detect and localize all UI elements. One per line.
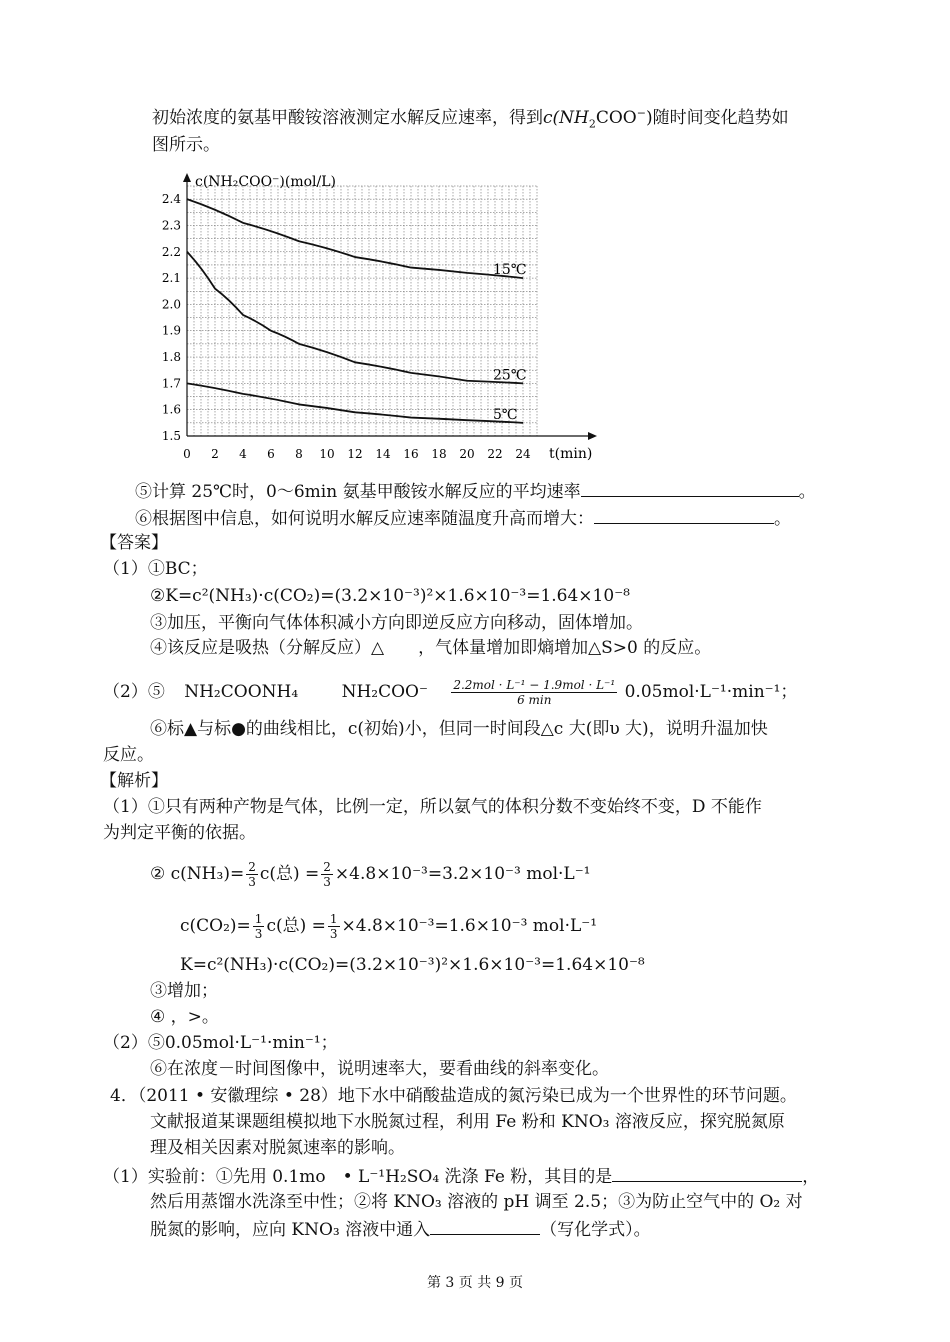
answer-blank-6[interactable]: [594, 505, 774, 524]
x-tick-label: 8: [295, 447, 303, 461]
analysis-2-6: ⑥在浓度－时间图像中，说明速率大，要看曲线的斜率变化。: [150, 1059, 609, 1079]
rate-fraction: $\frac{\text{2.2mol · L⁻¹ − 1.9mol · L⁻¹}}{6 \min}$: [453, 678, 616, 707]
question-5: ⑤计算 25℃时，0～6min 氨基甲酸铵水解反应的平均速率 。: [135, 478, 816, 504]
y-tick-label: 2.4: [161, 192, 181, 207]
intro-line-1: 初始浓度的氨基甲酸铵溶液测定水解反应速率，得到$c(NH_2COO^-)$随时间变化趋势如: [152, 106, 789, 131]
y-tick-label: 2.3: [161, 218, 181, 233]
concentration-time-chart: [150, 168, 610, 468]
question-4-line-4: （1）实验前：①先用 0.1mo • L⁻¹H₂SO₄ 洗涤 Fe 粉，其目的是 ，: [103, 1163, 819, 1189]
y-tick-label: 1.7: [161, 376, 181, 391]
question-4-line-5: 然后用蒸馏水洗涤至中性；②将 KNO₃ 溶液的 pH 调至 2.5；③为防止空气中的 O₂ 对: [150, 1192, 803, 1212]
y-axis-arrow: [183, 173, 191, 182]
x-tick-label: 12: [347, 447, 363, 461]
y-tick-label: 1.6: [161, 402, 181, 417]
question-4-line-6: 脱氮的影响，应向 KNO₃ 溶液中通入 （写化学式）。: [150, 1216, 651, 1242]
x-tick-label: 14: [375, 447, 391, 461]
x-tick-label: 24: [515, 447, 531, 461]
analysis-1-4: ④ ，>。: [150, 1007, 219, 1027]
analysis-header: 【解析】: [100, 771, 168, 791]
series-label-1: 25℃: [493, 367, 527, 384]
x-tick-label: 22: [487, 447, 503, 461]
analysis-1-2c: K=c²(NH₃)·c(CO₂)=(3.2×10⁻³)²×1.6×10⁻³=1.64×10⁻⁸: [180, 955, 645, 975]
question-6: ⑥根据图中信息，如何说明水解反应速率随温度升高而增大： 。: [135, 505, 791, 531]
x-tick-label: 16: [403, 447, 419, 461]
x-axis-label: t(min): [549, 446, 593, 462]
answer-blank-purpose[interactable]: [612, 1163, 802, 1182]
x-tick-label: 2: [211, 447, 219, 461]
analysis-1-2a: ② c(NH₃)= $\frac{2}{3}$ c(总) = $\frac{2}{3}$ ×4.8×10⁻³=3.2×10⁻³ mol·L⁻¹: [150, 860, 591, 889]
y-tick-label: 2.1: [161, 271, 181, 286]
answer-blank-gas[interactable]: [430, 1216, 540, 1235]
analysis-1-2b: c(CO₂)= $\frac{1}{3}$ c(总) = $\frac{1}{3}$ ×4.8×10⁻³=1.6×10⁻³ mol·L⁻¹: [180, 912, 598, 941]
y-tick-label: 1.9: [161, 323, 181, 338]
answer-2-6b: 反应。: [103, 745, 154, 765]
answer-1-3: ③加压，平衡向气体体积减小方向即逆反应方向移动，固体增加。: [150, 613, 643, 633]
intro-line-2: 图所示。: [152, 135, 220, 155]
question-4-line-1: 4．（2011 • 安徽理综 • 28）地下水中硝酸盐造成的氮污染已成为一个世界性的环节问题。: [110, 1086, 797, 1106]
y-tick-label: 1.5: [161, 429, 181, 443]
x-tick-label: 20: [459, 447, 475, 461]
y-tick-label: 1.8: [161, 350, 181, 365]
x-tick-label: 18: [431, 447, 447, 461]
y-tick-label: 2.0: [161, 297, 181, 312]
x-tick-label: 10: [319, 447, 335, 461]
x-axis-arrow: [588, 432, 597, 440]
x-tick-label: 0: [183, 447, 191, 461]
y-tick-label: 2.2: [161, 244, 181, 259]
series-label-0: 15℃: [493, 262, 527, 279]
x-tick-label: 4: [239, 447, 247, 461]
y-axis-label: c(NH₂COO⁻)(mol/L): [195, 174, 337, 190]
analysis-1-1b: 为判定平衡的依据。: [103, 823, 256, 843]
answer-1-4: ④该反应是吸热（分解反应）△ ，气体量增加即熵增加△S>0 的反应。: [150, 638, 712, 658]
analysis-1-3: ③增加；: [150, 981, 218, 1001]
answer-1-2: ②K=c²(NH₃)·c(CO₂)=(3.2×10⁻³)²×1.6×10⁻³=1.64×10⁻⁸: [150, 586, 630, 606]
answer-1-1: （1）①BC；: [103, 559, 208, 579]
answer-2-5: （2）⑤ NH₂COONH₄ NH₂COO⁻ $\frac{\text{2.2mol · L⁻¹ − 1.9mol · L⁻¹}}{6 \min}$ 0.05mol·L⁻¹·min⁻¹；: [103, 678, 798, 707]
answer-2-6: ⑥标▲与标●的曲线相比，c(初始)小，但同一时间段△c 大(即υ 大)，说明升温加快: [150, 719, 768, 739]
question-4-line-3: 理及相关因素对脱氮速率的影响。: [150, 1138, 405, 1158]
x-tick-label: 6: [267, 447, 275, 461]
question-4-line-2: 文献报道某课题组模拟地下水脱氮过程，利用 Fe 粉和 KNO₃ 溶液反应，探究脱氮原: [150, 1112, 785, 1132]
answer-header: 【答案】: [100, 533, 168, 553]
page-footer: 第 3 页 共 9 页: [426, 1275, 524, 1291]
answer-blank-5[interactable]: [581, 478, 799, 497]
analysis-1-1: （1）①只有两种产物是气体，比例一定，所以氨气的体积分数不变始终不变，D 不能作: [103, 797, 762, 817]
analysis-2-5: （2）⑤0.05mol·L⁻¹·min⁻¹；: [103, 1033, 338, 1053]
series-label-2: 5℃: [493, 406, 518, 423]
